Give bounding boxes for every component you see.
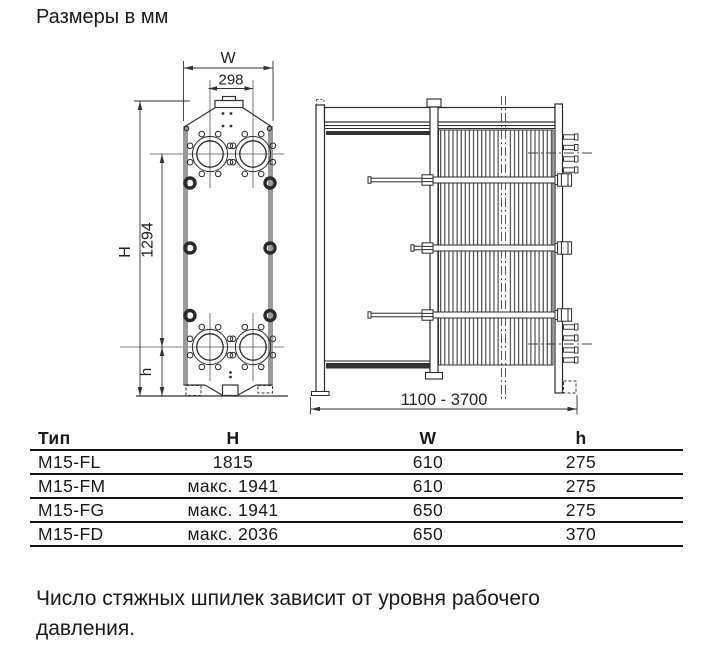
table-row [30, 498, 683, 522]
dimension-port-spacing [209, 72, 254, 91]
col-header-W: W [313, 427, 543, 450]
dimension-length [311, 391, 578, 415]
H-cell: макс. 1941 [153, 498, 313, 522]
bottom-height-dim-label: h [138, 367, 155, 377]
dimension-port-height [140, 154, 165, 347]
page-title: Размеры в мм [36, 6, 169, 28]
W-cell: 650 [313, 522, 543, 546]
W-cell: 610 [313, 474, 543, 498]
H-cell: макс. 1941 [153, 474, 313, 498]
type-cell: M15-FL [30, 450, 153, 474]
front-view [117, 50, 288, 396]
support-column [312, 100, 330, 396]
W-cell: 610 [313, 450, 543, 474]
dimension-bottom-height [138, 347, 164, 396]
guide-ring [185, 311, 195, 321]
height-dim-label: H [117, 246, 134, 258]
guide-bar [325, 361, 431, 369]
h-cell: 275 [543, 498, 683, 522]
h-cell: 370 [543, 522, 683, 546]
col-header-h: h [543, 427, 683, 450]
port-spacing-dim-label: 298 [218, 71, 244, 89]
H-cell: макс. 2036 [153, 522, 313, 546]
note-text: Число стяжных шпилек зависит от уровня рабочего давления. [36, 587, 540, 640]
guide-ring [185, 243, 195, 253]
type-cell: M15-FG [30, 498, 153, 522]
port-height-dim-label: 1294 [139, 222, 157, 258]
h-cell: 275 [543, 450, 683, 474]
W-cell: 650 [313, 498, 543, 522]
guide-ring [185, 178, 195, 188]
table-row [30, 522, 683, 546]
length-dim-label: 1100 - 3700 [400, 391, 488, 409]
table-header-row [30, 427, 683, 450]
table-row [30, 450, 683, 474]
table-row [30, 474, 683, 498]
width-dim-label: W [220, 50, 236, 67]
type-cell: M15-FM [30, 474, 153, 498]
dimensions-table [30, 427, 683, 547]
type-cell: M15-FD [30, 522, 153, 546]
col-header-H: H [153, 427, 313, 450]
h-cell: 275 [543, 474, 683, 498]
side-view [311, 96, 595, 415]
H-cell: 1815 [153, 450, 313, 474]
col-header-type: Тип [30, 427, 153, 450]
